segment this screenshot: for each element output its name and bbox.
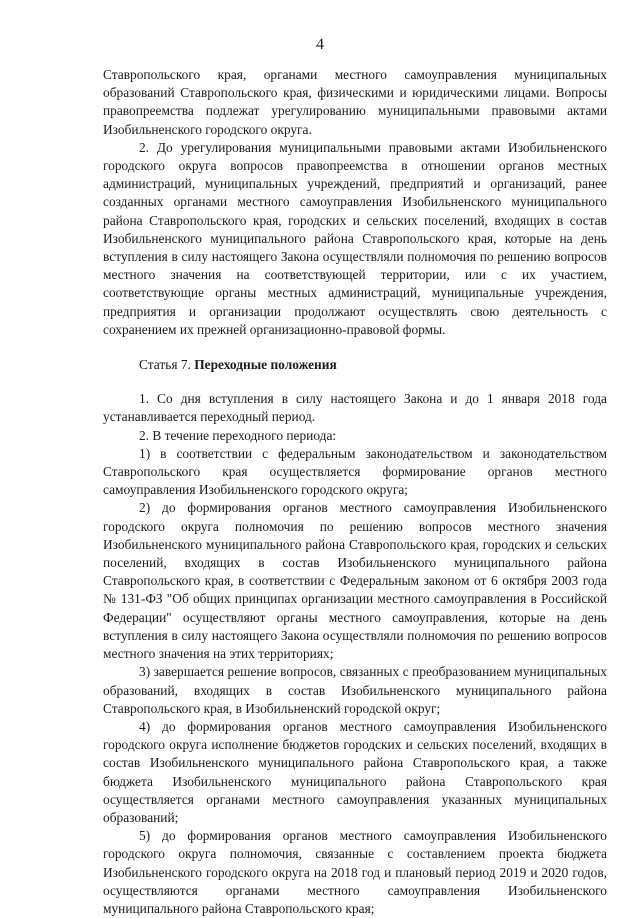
page-number: 4 xyxy=(316,36,324,53)
paragraph-continuation: Ставропольского края, органами местного самоуправления муниципальных образований Ставропольского края, физическими и юридическими лицами. Вопросы правопреемства подлежат урегулированию муниципальными правовыми актами Изобильненского городского округа. xyxy=(103,67,607,137)
article-paragraph: 2) до формирования органов местного самоуправления Изобильненского городского округа полномочия по решению вопросов местного значения Изобильненского муниципального района Ставропольского края, городских и сельских поселений, входящих в состав Изобильненского муниципального района Ставропольского края, в соответствии с Федеральным законом от 6 октября 2003 года № 131-ФЗ "Об общих принципах организации местного самоуправления в Российской Федерации" осуществляют органы местного самоуправления, которые на день вступления в силу настоящего Закона осуществляли полномочия по решению вопросов местного значения на этих территориях; xyxy=(103,500,607,662)
article-paragraph: 2. В течение переходного периода: xyxy=(139,427,337,443)
article-paragraph: 1. Со дня вступления в силу настоящего Закона и до 1 января 2018 года устанавливается переходный период. xyxy=(103,391,607,425)
article-paragraph: 1) в соответствии с федеральным законодательством и законодательством Ставропольского края осуществляется формирование органов местного самоуправления Изобильненского городского округа; xyxy=(103,445,607,498)
article-paragraph: 3) завершается решение вопросов, связанных с преобразованием муниципальных образований, входящих в состав Изобильненского муниципального района Ставропольского края, в Изобильненский городской округ; xyxy=(103,664,607,716)
article-paragraph: 4) до формирования органов местного самоуправления Изобильненского городского округа исполнение бюджетов городских и сельских поселений, входящих в состав Изобильненского муниципального района Ставропольского края, а также бюджета Изобильненского муниципального района Ставропольского края осуществляется органами местного самоуправления указанных муниципальных образований; xyxy=(103,718,607,825)
article-label: Статья 7. xyxy=(139,357,191,373)
article-title: Переходные положения xyxy=(194,357,337,373)
document-body xyxy=(103,66,607,918)
article-paragraph: 5) до формирования органов местного самоуправления Изобильненского городского округа полномочия, связанные с составлением проекта бюджета Изобильненского городского округа на 2018 год и плановый период 2019 и 2020 годов, осуществляются органами местного самоуправления Изобильненского муниципального района Ставропольского края; xyxy=(103,828,607,916)
article-heading xyxy=(103,356,607,374)
paragraph-item-2: 2. До урегулирования муниципальными правовыми актами Изобильненского городского округа вопросов правопреемства в отношении органов местных администраций, муниципальных учреждений, предприятий и организаций, ранее созданных органами местного самоуправления Изобильненского муниципального района Ставропольского края, городских и сельских поселений, входящих в состав Изобильненского муниципального района Ставропольского края, которые на день вступления в силу настоящего Закона осуществляли полномочия по решению вопросов местного значения на соответствующей территории, или с их участием, соответствующие органы местных администраций, муниципальные учреждения, предприятия и организации продолжают осуществлять свою деятельность с сохранением их прежней организационно-правовой формы. xyxy=(103,139,607,337)
